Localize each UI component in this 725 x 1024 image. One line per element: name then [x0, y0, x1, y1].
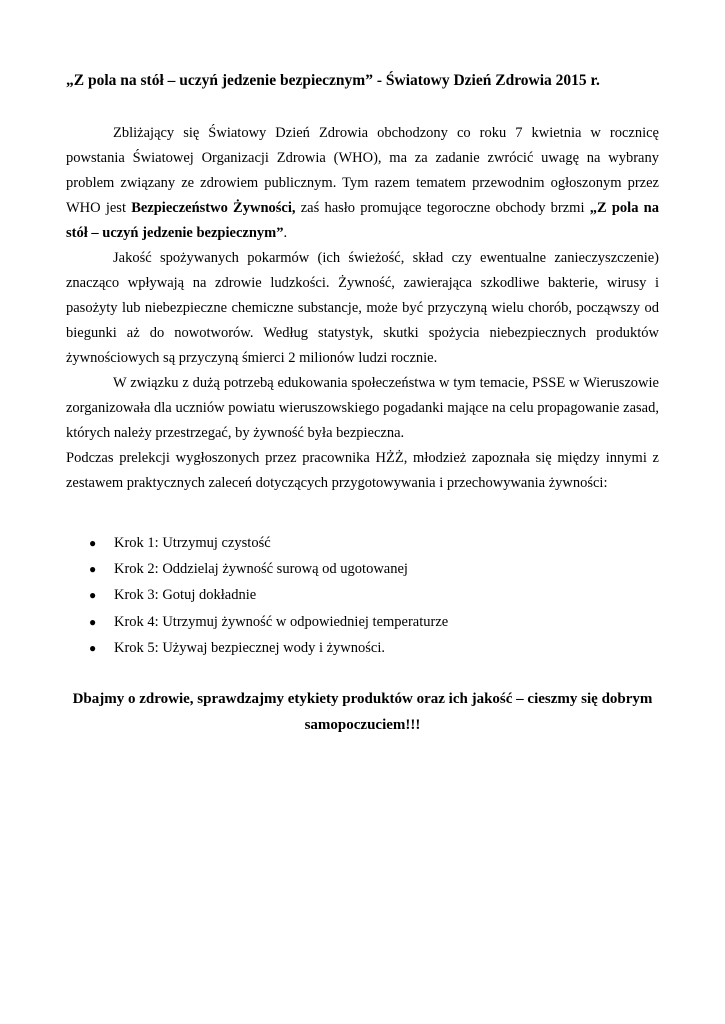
- paragraph-lectures: Podczas prelekcji wygłoszonych przez pracownika HŻŻ, młodzież zapoznała się między innymi z zestawem praktycznych zaleceń dotyczących przygotowywania i przechowywania żywności:: [66, 450, 659, 491]
- bullet-icon: ●: [89, 640, 97, 655]
- list-item: [89, 609, 448, 635]
- step-text: Krok 2: Oddzielaj żywność surową od ugotowanej: [114, 561, 408, 578]
- paragraph-intro: [66, 121, 659, 246]
- bullet-icon: ●: [89, 562, 97, 577]
- step-text: Krok 4: Utrzymuj żywność w odpowiedniej temperaturze: [114, 613, 449, 630]
- paragraph-intro-text-2: zaś hasło promujące tegoroczne obchody brzmi: [295, 200, 590, 216]
- paragraph-intro-text-1: Zbliżający się Światowy Dzień Zdrowia obchodzony co roku 7 kwietnia w rocznicę powstania Światowej Organizacji Zdrowia (WHO), ma za zadanie zwrócić uwagę na wybrany problem związany ze zdrowiem publicznym. Tym razem tematem przewodnim ogłoszonym przez WHO jest: [66, 125, 659, 216]
- bullet-icon: ●: [89, 588, 97, 603]
- paragraph-psse: W związku z dużą potrzebą edukowania społeczeństwa w tym temacie, PSSE w Wieruszowie zorganizowała dla uczniów powiatu wieruszowskiego pogadanki mające na celu propagowanie zasad, których należy przestrzegać, by żywność była bezpieczna.: [66, 375, 659, 441]
- closing-line-1: Dbajmy o zdrowie, sprawdzajmy etykiety produktów oraz ich jakość – cieszmy się dobrym: [72, 691, 653, 707]
- closing-statement: [66, 686, 659, 738]
- paragraph-food-quality: Jakość spożywanych pokarmów (ich świeżość, skład czy ewentualne zanieczyszczenie) znacząco wpływają na zdrowie ludzkości. Żywność, zawierająca szkodliwe bakterie, wirusy i pasożyty lub niebezpieczne chemiczne substancje, może być przyczyną wielu chorób, począwszy od biegunki aż do nowotworów. Według statystyk, skutki spożycia niebezpiecznych produktów żywnościowych są przyczyną śmierci 2 milionów ludzi rocznie.: [66, 250, 659, 366]
- step-text: Krok 5: Używaj bezpiecznej wody i żywności.: [114, 639, 385, 656]
- step-text: Krok 3: Gotuj dokładnie: [114, 587, 257, 604]
- theme-bold-text: Bezpieczeństwo Żywności,: [131, 200, 296, 216]
- document-title: „Z pola na stół – uczyń jedzenie bezpiecznym” - Światowy Dzień Zdrowia 2015 r.: [66, 72, 600, 89]
- list-item: [89, 530, 448, 556]
- slogan-bold-text: „Z pola na stół – uczyń jedzenie bezpiecznym”: [66, 200, 659, 241]
- list-item: [89, 556, 448, 582]
- document-body: [66, 121, 659, 496]
- bullet-icon: ●: [89, 536, 97, 550]
- steps-list: [89, 530, 448, 661]
- paragraph-intro-text-3: .: [283, 225, 288, 241]
- list-item: [89, 582, 448, 608]
- step-text: Krok 1: Utrzymuj czystość: [114, 535, 271, 551]
- closing-line-2: samopoczuciem!!!: [304, 717, 421, 733]
- bullet-icon: ●: [89, 614, 97, 629]
- list-item: [89, 635, 448, 661]
